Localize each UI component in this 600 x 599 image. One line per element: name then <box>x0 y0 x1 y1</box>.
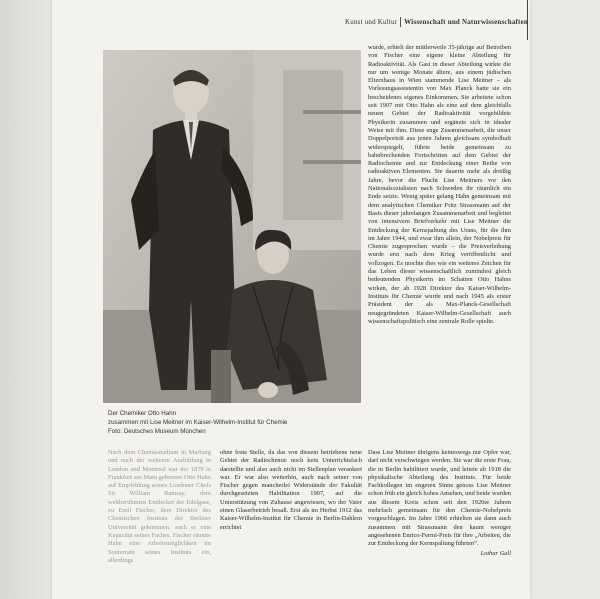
photo-caption <box>108 409 408 436</box>
author-signature: Lothar Gall <box>480 549 511 557</box>
caption-line-2: zusammen mit Lise Meitner im Kaiser-Wilhelm-Institut für Chemie <box>108 419 288 426</box>
page-edge-shadow <box>0 0 52 599</box>
paragraph: Dass Lise Meitner übrigens keineswegs nur Opfer war, darf nicht verschwiegen werden. Sie war die erste Frau, die in Berlin habilitiert wurde, und leitete ab 1918 die physikalische Abteilung des Instituts. Für beide Fachkollegen im engeren Sinne genoss Lise Meitner schon früh ein gleich hohes Ansehen, und beide wurden aus diesem Kreis schon seit den 1920er Jahren mehrfach gemeinsam für den Chemie-Nobelpreis vorgeschlagen. Im Jahre 1966 erhielten sie dann auch zusammen mit Strassmann den kaum weniger angesehenen Enrico-Fermi-Preis für ihre „Arbeiten, die zur Entdeckung der Kernspaltung führten“. <box>368 449 511 548</box>
paragraph: ohne feste Stelle, da das von diesem betriebene neue Gebiet der Radiochemie noch kein Unterrichtsfach darstellte und also auch nicht im Stellenplan verankert war. Er war also weiterhin, auch nach seiner von Fischer gegen mancherlei Widerstände der Fakultät durchgesetzten Habilitation 1907, auf die Unterstützung von Zuhause angewiesen, wo der Vater einen Glaserbetrieb besaß. Erst als im Herbst 1912 das Kaiser-Wilhelm-Institut für Chemie in Berlin-Dahlem errichtet <box>220 449 362 531</box>
article-column-bottom-middle <box>220 449 362 532</box>
caption-credit: Foto: Deutsches Museum München <box>108 428 206 435</box>
historical-photo <box>103 50 361 403</box>
caption-line-1: Der Chemiker Otto Hahn <box>108 410 177 417</box>
running-header <box>345 17 528 27</box>
paragraph: wurde, erhielt der mittlerweile 35-jährige auf Betreiben von Fischer eine eigene kleine Abteilung für Radioaktivität. Als Gast in dieser Abteilung wirkte die nur um wenige Monate ältere, aus einem jüdischen Elternhaus in Wien stammende Lise Meitner – als Vorlesungsassistentin von Max Planck hatte sie ein bescheidenes eigenes Einkommen. Sie arbeitete schon seit 1907 mit Otto Hahn als eine auf dem gleichfalls neuen Gebiet der Radioaktivität vorgebildete Physikerin zusammen und ergänzte sich in idealer Weise mit ihm. Diese enge Zusammenarbeit, die unser Doppelporträt aus jenen Jahren gleichsam symbolhaft widerspiegelt, führte beide gemeinsam zu bahnbrechenden Fortschritten auf dem Gebiet der Radiochemie und zur Entdeckung einer Reihe von radioaktiven Elementen. Sie dauerte mehr als dreißig Jahre, bevor die Flucht Lise Meitners vor den Nationalsozialisten nach Schweden ihr räumlich ein Ende setzte. Wenig später gelang Hahn gemeinsam mit dem analytischen Chemiker Fritz Strassmann auf der Basis dieser jahrelangen Zusammenarbeit und begleitet von intensivem Briefverkehr mit Lise Meitner die Entdeckung der Kernspaltung des Urans, für die ihm im Jahre 1944, und zwar ihm allein, der Nobelpreis für Chemie zugesprochen wurde – die Preisverleihung wurde erst nach dem Krieg veröffentlicht und vollzogen. Es mochte dies wie ein weiteres Zeichen für das Leben dieser wissenschaftlich zumindest gleich bedeutenden Physikerin im Schatten Otto Hahns wirken, der ab 1928 Direktor des Kaiser-Wilhelm-Instituts für Chemie wurde und nach 1945 als erster Präsident der als Max-Planck-Gesellschaft neugegründeten Kaiser-Wilhelm-Gesellschaft auch wissenschaftspolitisch eine zentrale Rolle spielte. <box>368 44 511 325</box>
article-column-bottom-right <box>368 449 511 558</box>
header-separator <box>400 17 401 27</box>
header-subsection: Wissenschaft und Naturwissenschaften <box>404 18 528 26</box>
article-column-right <box>368 44 511 326</box>
photo-illustration <box>103 50 361 403</box>
header-section: Kunst und Kultur <box>345 18 398 26</box>
article-column-bottom-left <box>108 449 211 565</box>
paragraph: Nach dem Chemiestudium in Marburg und nach der weiteren Ausbildung in London und Montreal war der 1879 in Frankfurt am Main geborene Otto Hahn auf Empfehlung seines Londoner Chefs Sir William Ramsay, dem weltberühmten Entdecker der Edelgase, zu Emil Fischer, dem Direktor des Chemischen Instituts der Berliner Universität gekommen, auch er eine Kapazität seines Faches. Fischer räumte Hahn eine Arbeitsmöglichkeit im Souterrain seines Instituts ein, allerdings <box>108 449 211 564</box>
